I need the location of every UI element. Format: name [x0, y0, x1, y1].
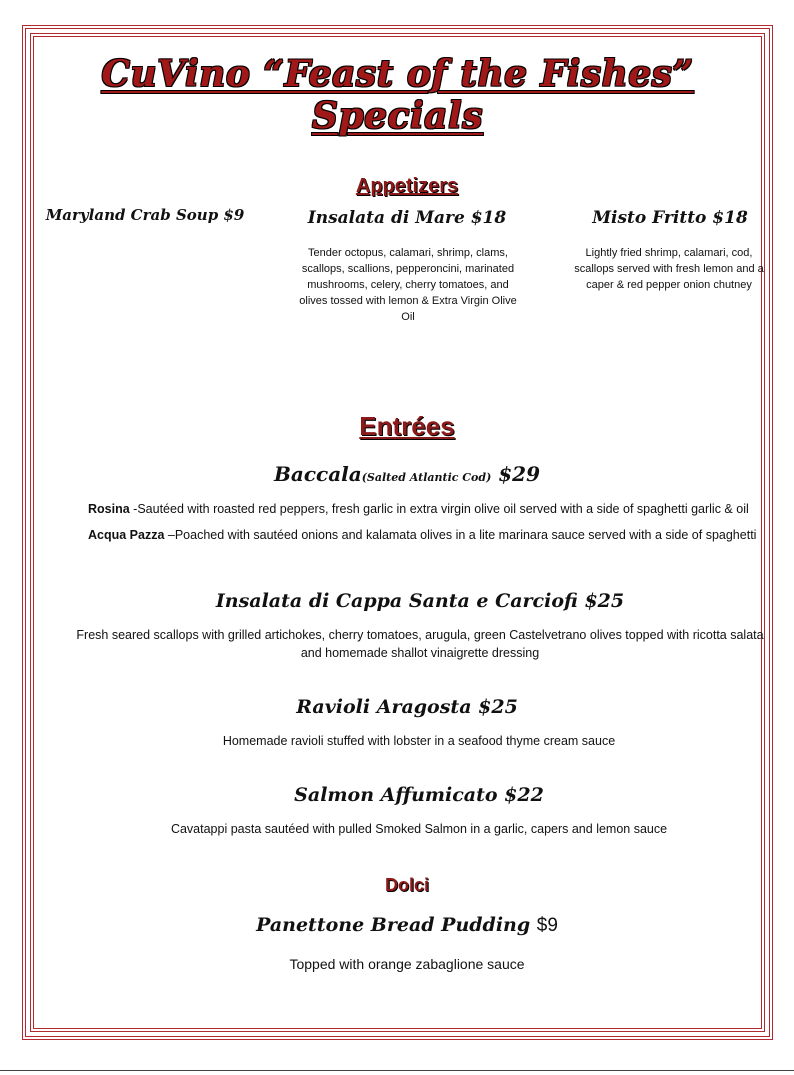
baccala-option-rosina — [88, 500, 788, 518]
entree-insalata-cappa-santa: Insalata di Cappa Santa e Carciofi $25 — [215, 590, 625, 612]
menu-title: CuVino “Feast of the Fishes” Specials — [101, 53, 694, 137]
baccala-option-acqua-pazza-text: –Poached with sautéed onions and kalamata olives in a lite marinara sauce served with a side of spaghetti — [164, 528, 757, 542]
entree-baccala-price: $29 — [498, 462, 540, 486]
dolci-panettone — [0, 914, 794, 937]
entree-salmon-affumicato-description: Cavatappi pasta sautéed with pulled Smoked Salmon in a garlic, capers and lemon sauce — [170, 822, 668, 836]
entree-ravioli-aragosta: Ravioli Aragosta $25 — [296, 696, 518, 718]
entree-insalata-cappa-santa-description: Fresh seared scallops with grilled artichokes, cherry tomatoes, arugula, green Castelvetrano olives topped with ricotta salata and homemade shallot vinaigrette dressing — [76, 628, 764, 660]
entree-baccala-name: Baccala — [273, 462, 362, 486]
appetizers-heading: Appetizers — [355, 175, 459, 197]
baccala-option-acqua-pazza — [88, 526, 788, 544]
entree-baccala — [0, 462, 794, 486]
entree-baccala-subname: (Salted Atlantic Cod) — [361, 471, 492, 484]
dolci-panettone-description: Topped with orange zabaglione sauce — [289, 956, 525, 972]
baccala-option-rosina-label: Rosina — [88, 502, 130, 516]
dolci-panettone-name: Panettone Bread Pudding — [256, 914, 531, 936]
baccala-option-rosina-text: -Sautéed with roasted red peppers, fresh garlic in extra virgin olive oil served with a side of spaghetti garlic & oil — [129, 502, 749, 516]
dolci-panettone-price: $9 — [536, 915, 558, 936]
appetizer-insalata-di-mare: Insalata di Mare $18 — [307, 208, 507, 228]
appetizer-maryland-crab-soup: Maryland Crab Soup $9 — [45, 206, 245, 224]
entree-ravioli-aragosta-description: Homemade ravioli stuffed with lobster in a seafood thyme cream sauce — [222, 734, 616, 748]
entrees-heading: Entrées — [359, 411, 455, 441]
baccala-option-acqua-pazza-label: Acqua Pazza — [88, 528, 165, 542]
appetizer-insalata-di-mare-description: Tender octopus, calamari, shrimp, clams, scallops, scallions, pepperoncini, marinated mushrooms, celery, cherry tomatoes, and olives tossed with lemon & Extra Virgin Olive Oil — [299, 247, 517, 323]
appetizer-misto-fritto-description: Lightly fried shrimp, calamari, cod, scallops served with fresh lemon and a caper & red pepper onion chutney — [574, 247, 764, 291]
appetizer-misto-fritto: Misto Fritto $18 — [592, 208, 748, 228]
entree-salmon-affumicato: Salmon Affumicato $22 — [294, 784, 544, 806]
bottom-rule — [0, 1070, 794, 1071]
dolci-heading: Dolci — [384, 875, 429, 895]
